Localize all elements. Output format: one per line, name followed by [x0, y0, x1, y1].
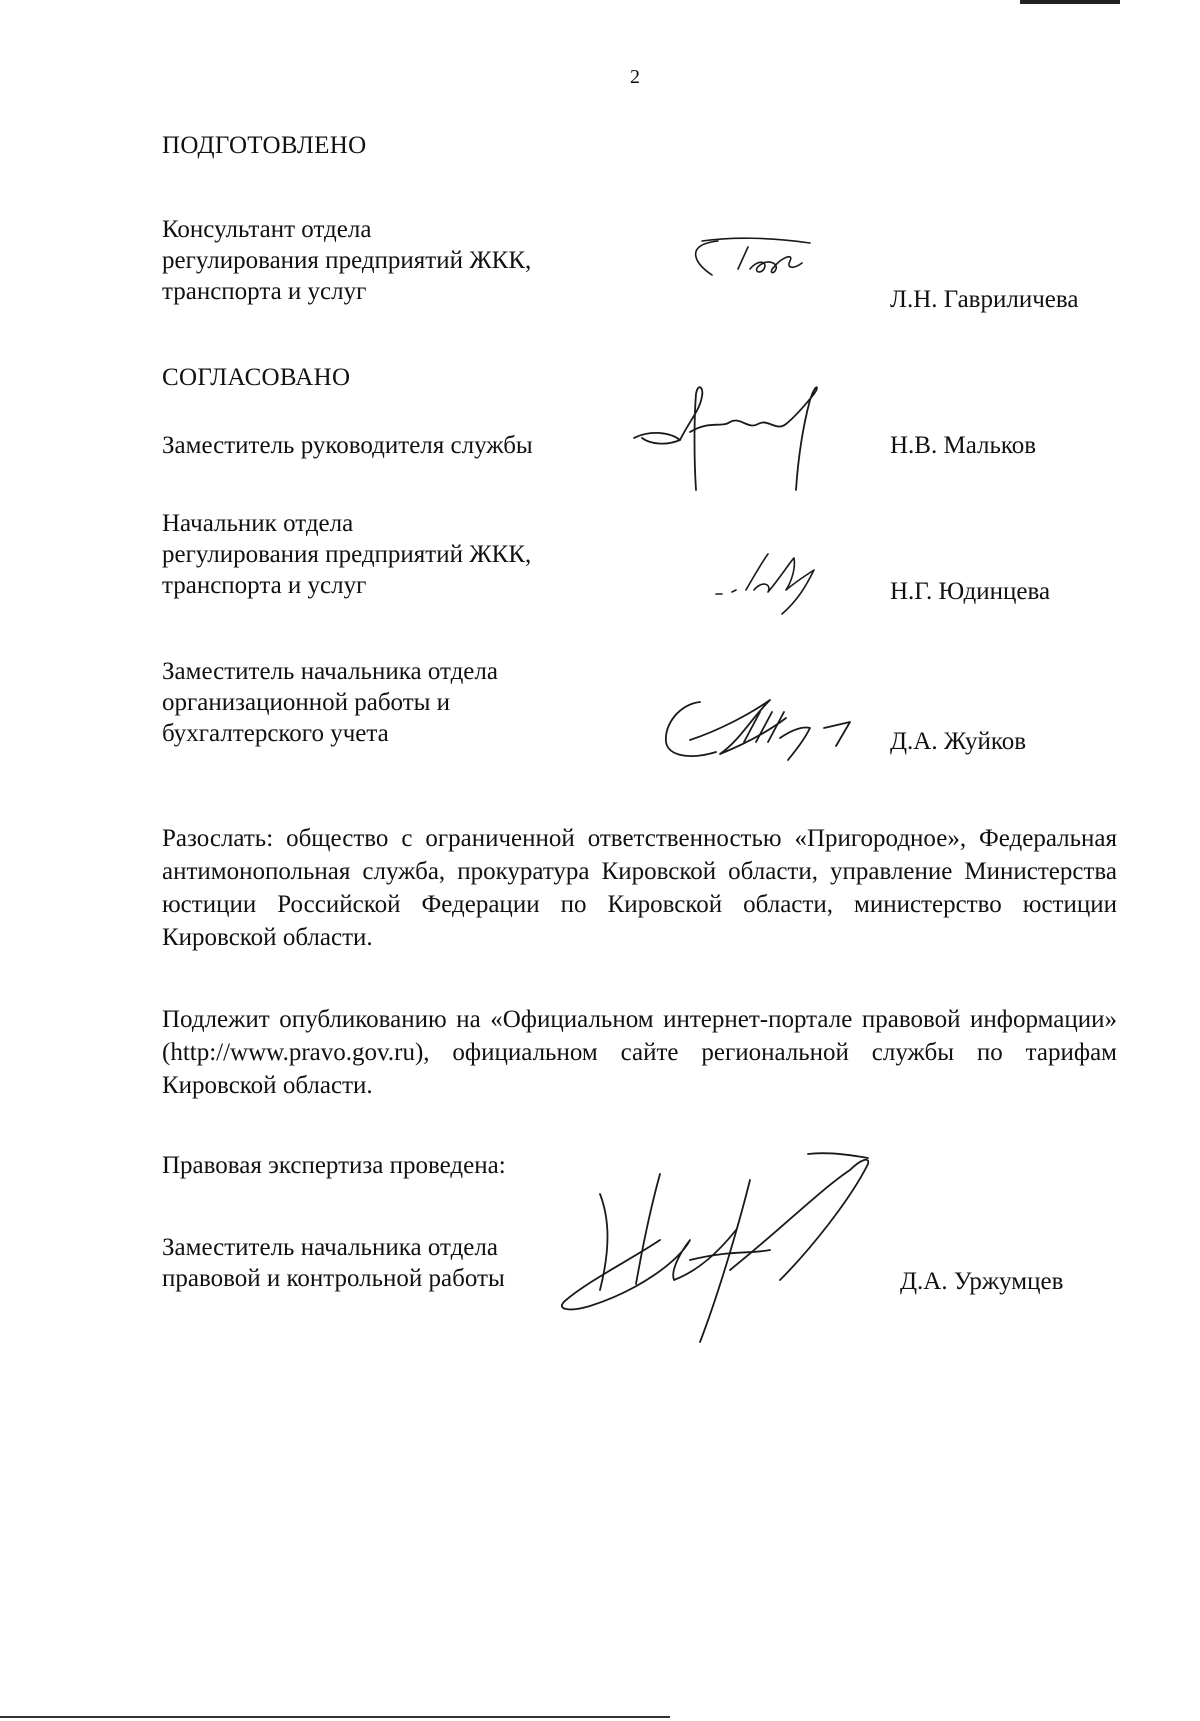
- prepared-heading: ПОДГОТОВЛЕНО: [162, 132, 367, 159]
- agreed-heading: СОГЛАСОВАНО: [162, 364, 351, 391]
- position-line: бухгалтерского учета: [162, 720, 389, 747]
- signature-zhuikov: [660, 690, 880, 770]
- page-number: 2: [630, 66, 640, 88]
- legal-review-heading: Правовая экспертиза проведена:: [162, 1152, 506, 1179]
- distribution-paragraph: Разослать: общество с ограниченной ответственностью «Пригородное», Федеральная антимонопольная служба, прокуратура Кировской области, управление Министерства юстиции Российской Федерации по Кировской области, министерство юстиции Кировской области.: [162, 825, 1117, 951]
- position-line: транспорта и услуг: [162, 278, 367, 305]
- prepared-position: [162, 214, 531, 307]
- agreed-signer-2-position: [162, 508, 531, 601]
- position-line: регулирования предприятий ЖКК,: [162, 541, 532, 568]
- position-line: транспорта и услуг: [162, 572, 367, 599]
- legal-review-signer-name: Д.А. Уржумцев: [900, 1268, 1064, 1295]
- signature-malkov: [630, 380, 850, 500]
- position-line: правовой и контрольной работы: [162, 1265, 505, 1292]
- agreed-signer-1-position: [162, 430, 533, 461]
- agreed-signer-2-name: Н.Г. Юдинцева: [890, 578, 1051, 605]
- agreed-signer-3-name: Д.А. Жуйков: [890, 728, 1027, 755]
- agreed-signer-3-position: [162, 656, 498, 749]
- position-line: Заместитель начальника отдела: [162, 1234, 498, 1261]
- signature-yudintseva: [710, 550, 830, 620]
- position-line: Консультант отдела: [162, 216, 372, 243]
- position-line: Заместитель начальника отдела: [162, 658, 498, 685]
- position-line: Начальник отдела: [162, 510, 354, 537]
- publication-paragraph: Подлежит опубликованию на «Официальном интернет-портале правовой информации» (http://www.pravo.gov.ru), официальном сайте региональной службы по тарифам Кировской области.: [162, 1006, 1117, 1099]
- position-line: организационной работы и: [162, 689, 451, 716]
- agreed-signer-1-name: Н.В. Мальков: [890, 432, 1037, 459]
- prepared-signer-name: Л.Н. Гавриличева: [890, 286, 1079, 313]
- signature-urzhumtsev: [550, 1150, 910, 1350]
- signature-gavrilicheva: [690, 235, 830, 295]
- scan-edge-mark: [1020, 0, 1120, 4]
- legal-review-position: [162, 1232, 505, 1294]
- position-line: Заместитель руководителя службы: [162, 432, 533, 459]
- scan-bottom-edge: [0, 1716, 670, 1718]
- position-line: регулирования предприятий ЖКК,: [162, 247, 532, 274]
